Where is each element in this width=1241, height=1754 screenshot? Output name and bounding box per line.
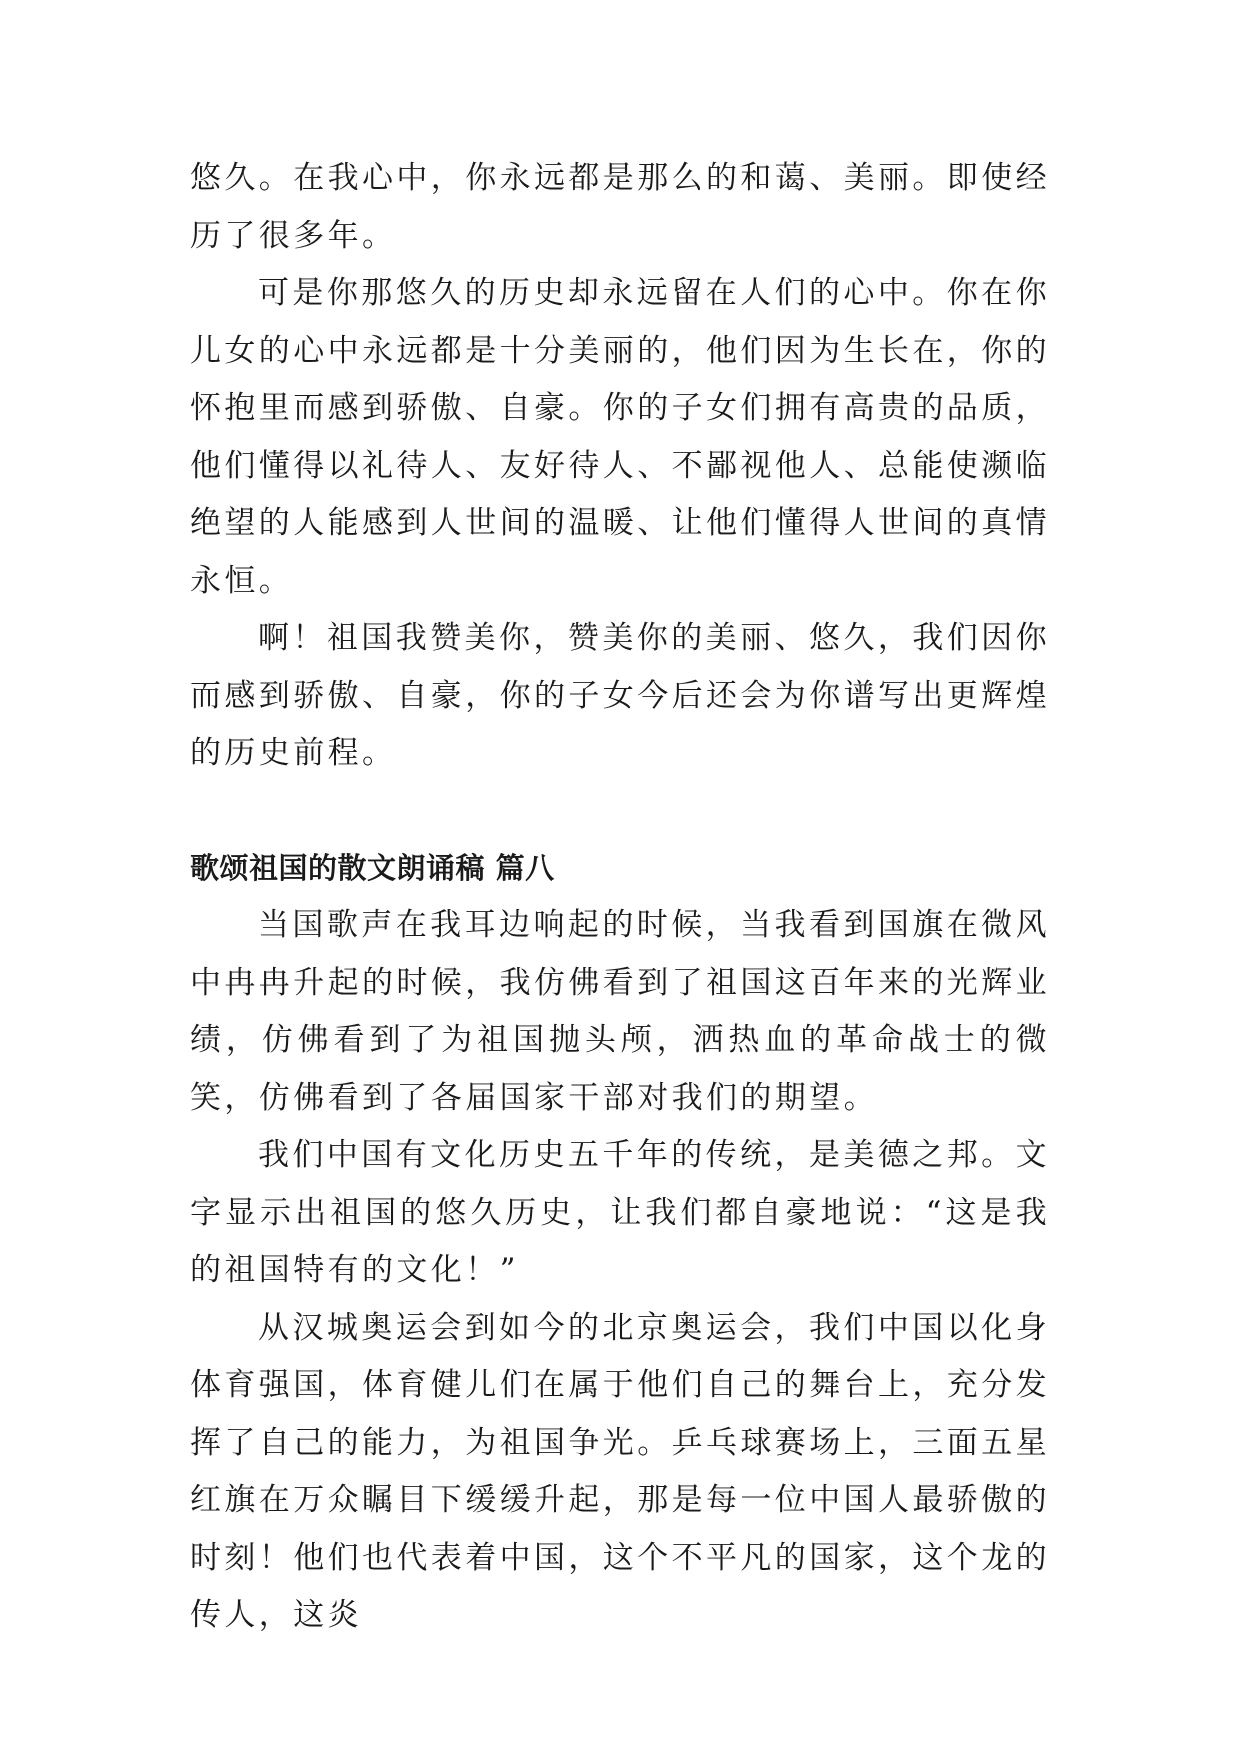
paragraph-continuation: 悠久。在我心中，你永远都是那么的和蔼、美丽。即使经历了很多年。 — [190, 160, 1050, 254]
paragraph: 可是你那悠久的历史却永远留在人们的心中。你在你儿女的心中永远都是十分美丽的，他们因为生长在，你的怀抱里而感到骄傲、自豪。你的子女们拥有高贵的品质，他们懂得以礼待人、友好待人、不鄙视他人、总能使濒临绝望的人能感到人世间的温暖、让他们懂得人世间的真情永恒。 — [190, 275, 1050, 599]
paragraph: 从汉城奥运会到如今的北京奥运会，我们中国以化身体育强国，体育健儿们在属于他们自己的舞台上，充分发挥了自己的能力，为祖国争光。乒乓球赛场上，三面五星红旗在万众瞩目下缓缓升起，那是每一位中国人最骄傲的时刻！他们也代表着中国，这个不平凡的国家，这个龙的传人，这炎 — [190, 1309, 1050, 1633]
paragraph: 当国歌声在我耳边响起的时候，当我看到国旗在微风中冉冉升起的时候，我仿佛看到了祖国这百年来的光辉业绩，仿佛看到了为祖国抛头颅，洒热血的革命战士的微笑，仿佛看到了各届国家干部对我们的期望。 — [190, 907, 1050, 1116]
section-spacer — [190, 783, 1050, 840]
paragraph: 啊！祖国我赞美你，赞美你的美丽、悠久，我们因你而感到骄傲、自豪，你的子女今后还会为你谱写出更辉煌的历史前程。 — [190, 620, 1050, 771]
paragraph: 我们中国有文化历史五千年的传统，是美德之邦。文字显示出祖国的悠久历史，让我们都自豪地说：“这是我的祖国特有的文化！” — [190, 1137, 1050, 1288]
section-heading: 歌颂祖国的散文朗诵稿 篇八 — [190, 850, 555, 885]
document-page — [190, 150, 1050, 1645]
